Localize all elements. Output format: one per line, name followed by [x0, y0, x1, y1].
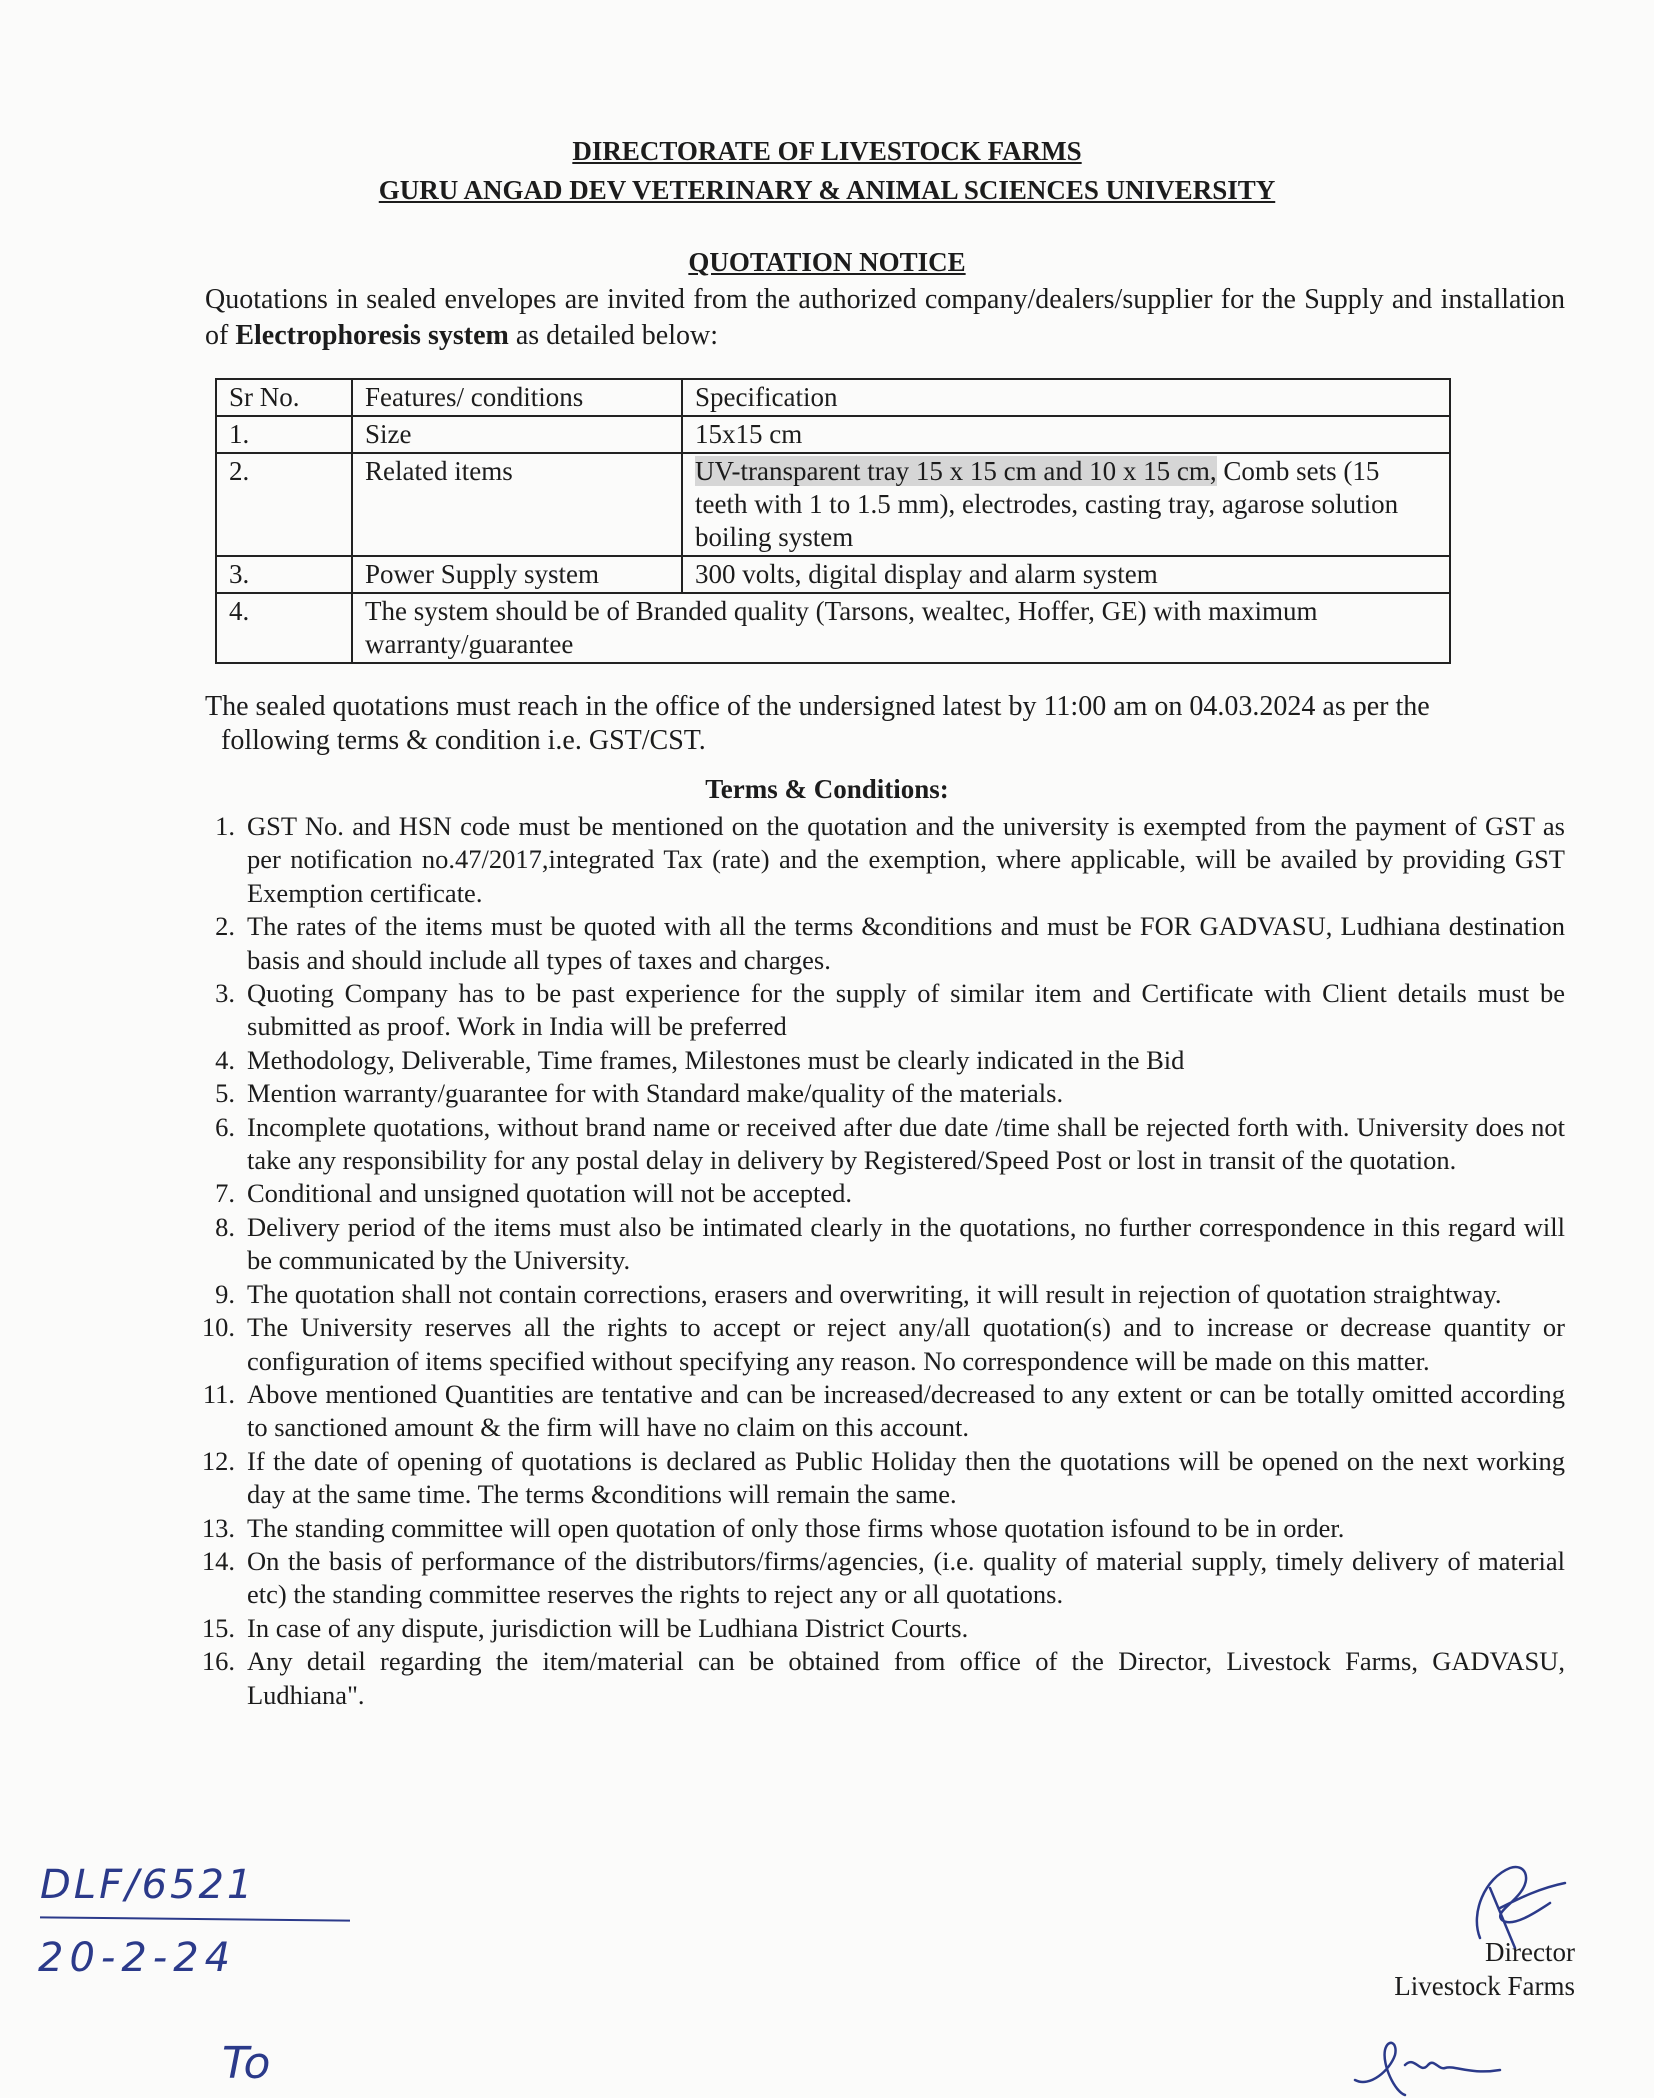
item-text: On the basis of performance of the distributors/firms/agencies, (i.e. quality of material supply, timely delivery of material etc) the standing committee reserves the rights to reject any or all quotations. [247, 1545, 1565, 1610]
item-number: 16. [201, 1646, 235, 1677]
table-row [216, 416, 1450, 453]
header-specification: Specification [682, 379, 1450, 416]
item-text: Conditional and unsigned quotation will not be accepted. [247, 1178, 852, 1209]
row-sr: 2. [216, 453, 352, 556]
header-university: GURU ANGAD DEV VETERINARY & ANIMAL SCIENCES UNIVERSITY [378, 175, 1276, 205]
item-text: Incomplete quotations, without brand name or received after due date /time shall be rejected forth with. University does not take any responsibility for any postal delay in delivery by Registered/Speed Post or lost in transit of the quotation. [247, 1111, 1565, 1176]
deadline-line-1: The sealed quotations must reach in the office of the undersigned latest by 11:00 am on 04.03.2024 as per the [205, 691, 1430, 722]
item-text: The standing committee will open quotation of only those firms whose quotation isfound to be in order. [247, 1512, 1345, 1543]
list-item [185, 1177, 1565, 1210]
row-spec [682, 453, 1450, 556]
item-number: 3. [215, 978, 235, 1009]
intro-text-2: as detailed below: [508, 320, 718, 351]
item-text: Methodology, Deliverable, Time frames, Milestones must be clearly indicated in the Bid [247, 1044, 1185, 1075]
list-item [185, 1044, 1565, 1077]
handwritten-date: 20-2-24 [38, 1935, 237, 1981]
row-spec: 15x15 cm [682, 416, 1450, 453]
item-number: 6. [215, 1111, 235, 1142]
item-number: 5. [215, 1078, 235, 1109]
item-number: 9. [215, 1278, 235, 1309]
list-item [185, 1612, 1565, 1645]
item-text: Quoting Company has to be past experience for the supply of similar item and Certificate with Client details must be submitted as proof. Work in India will be preferred [247, 978, 1565, 1042]
item-number: 15. [201, 1612, 235, 1643]
item-text: In case of any dispute, jurisdiction will be Ludhiana District Courts. [247, 1612, 969, 1643]
row-spec: 300 volts, digital display and alarm system [682, 556, 1450, 593]
row-feature: Related items [352, 453, 682, 556]
item-number: 10. [201, 1312, 235, 1343]
item-text: If the date of opening of quotations is declared as Public Holiday then the quotations will be opened on the next working day at the same time. The terms &conditions will remain the same. [247, 1445, 1565, 1510]
initials-scribble-icon [1350, 2030, 1510, 2098]
item-text: The University reserves all the rights to accept or reject any/all quotation(s) and to increase or decrease quantity or configuration of items specified without specifying any reason. No correspondence will be made on this matter. [247, 1312, 1565, 1376]
item-text: The rates of the items must be quoted with all the terms &conditions and must be FOR GADVASU, Ludhiana destination basis and should include all types of taxes and charges. [247, 911, 1565, 975]
item-text: Mention warranty/guarantee for with Standard make/quality of the materials. [247, 1078, 1064, 1109]
item-text: Any detail regarding the item/material can be obtained from office of the Director, Livestock Farms, GADVASU, Ludhiana". [247, 1646, 1565, 1710]
signature-block [1355, 1935, 1575, 2003]
row-merged-condition: The system should be of Branded quality (Tarsons, wealtec, Hoffer, GE) with maximum warranty/guarantee [352, 593, 1450, 663]
list-item [185, 910, 1565, 977]
item-number: 4. [215, 1044, 235, 1075]
signatory-office: Livestock Farms [1394, 1971, 1575, 2001]
item-text: GST No. and HSN code must be mentioned on the quotation and the university is exempted from the payment of GST as per notification no.47/2017,integrated Tax (rate) and the exemption, where applicable, will be availed by providing GST Exemption certificate. [247, 811, 1565, 908]
intro-text-1: Quotations in sealed envelopes are invited from the authorized company/dealers/supplier for the Supply and installation of [205, 284, 1565, 351]
list-item [185, 1378, 1565, 1445]
page-title: QUOTATION NOTICE [688, 247, 966, 277]
specification-table [215, 378, 1451, 664]
table-row [216, 593, 1450, 663]
item-number: 2. [215, 911, 235, 942]
handwritten-underline [40, 1916, 350, 1921]
list-item [185, 1077, 1565, 1110]
row-feature: Size [352, 416, 682, 453]
row-feature: Power Supply system [352, 556, 682, 593]
terms-title: Terms & Conditions: [705, 774, 949, 804]
item-number: 13. [201, 1512, 235, 1543]
row-sr: 3. [216, 556, 352, 593]
handwritten-to: To [222, 2038, 271, 2089]
item-number: 1. [215, 811, 235, 841]
submission-deadline [205, 690, 1570, 758]
header-directorate: DIRECTORATE OF LIVESTOCK FARMS [572, 136, 1082, 166]
header-sr-no: Sr No. [216, 379, 352, 416]
signatory-title: Director [1485, 1937, 1575, 1967]
intro-paragraph [205, 282, 1565, 354]
item-number: 14. [201, 1545, 235, 1576]
deadline-line-2: following terms & condition i.e. GST/CST. [221, 725, 706, 756]
table-row [216, 453, 1450, 556]
list-item [185, 1645, 1565, 1712]
list-item [185, 1278, 1565, 1311]
item-text: Delivery period of the items must also be intimated clearly in the quotations, no further correspondence in this regard will be communicated by the University. [247, 1211, 1565, 1276]
spec-rest: Comb sets (15 teeth with 1 to 1.5 mm), electrodes, casting tray, agarose solution boiling system [695, 456, 1399, 552]
list-item [185, 1211, 1565, 1278]
list-item [185, 1545, 1565, 1612]
intro-bold-item: Electrophoresis system [235, 320, 509, 351]
item-number: 12. [201, 1445, 235, 1476]
list-item [185, 1111, 1565, 1178]
table-row [216, 556, 1450, 593]
item-number: 7. [215, 1178, 235, 1209]
row-sr: 4. [216, 593, 352, 663]
list-item [185, 1445, 1565, 1512]
table-header-row [216, 379, 1450, 416]
row-sr: 1. [216, 416, 352, 453]
handwritten-reference: DLF/6521 [40, 1862, 256, 1908]
list-item [185, 1311, 1565, 1378]
item-text: Above mentioned Quantities are tentative and can be increased/decreased to any extent or can be totally omitted according to sanctioned amount & the firm will have no claim on this account. [247, 1378, 1565, 1443]
item-number: 8. [215, 1211, 235, 1242]
terms-list [185, 810, 1565, 1712]
list-item [185, 977, 1565, 1044]
header-features: Features/ conditions [352, 379, 682, 416]
item-text: The quotation shall not contain corrections, erasers and overwriting, it will result in rejection of quotation straightway. [247, 1278, 1502, 1309]
highlighted-spec: UV-transparent tray 15 x 15 cm and 10 x 15 cm, [695, 456, 1217, 486]
list-item [185, 1512, 1565, 1545]
item-number: 11. [202, 1378, 235, 1409]
list-item [185, 810, 1565, 910]
